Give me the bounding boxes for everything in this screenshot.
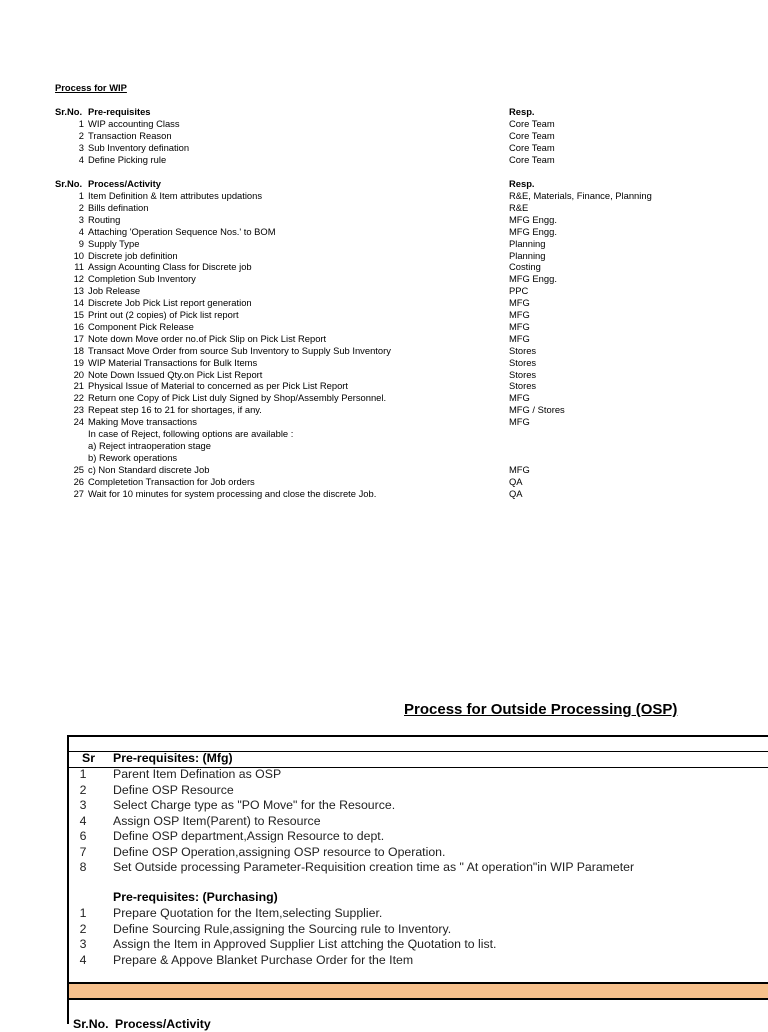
row-number: 3 [79,798,87,812]
row-number: 2 [78,201,84,213]
row-number: 21 [73,380,84,392]
row-text: b) Rework operations [88,451,178,463]
process-row [0,428,768,440]
osp-separator-band [67,984,768,1000]
row-number: 4 [78,154,84,165]
process-row [0,273,768,285]
row-number: 25 [73,463,84,475]
process-row [0,226,768,238]
process-row [0,464,768,476]
row-number: 27 [73,487,84,499]
row-number: 3 [79,937,87,951]
row-number: 19 [73,356,84,368]
row-resp: MFG Engg. [509,213,557,225]
osp-purch-row [0,921,768,937]
row-resp: MFG Engg. [509,273,557,285]
row-text: Define OSP Operation,assigning OSP resource to Operation. [113,844,446,859]
process-row [0,202,768,214]
row-resp: Core Team [509,142,555,153]
row-text: Prepare & Appove Blanket Purchase Order for the Item [113,952,414,967]
row-number: 22 [73,392,84,404]
row-text: Repeat step 16 to 21 for shortages, if any. [88,404,262,416]
sr-no-header: Sr.No. [55,106,83,117]
row-text: Return one Copy of Pick List duly Signed by Shop/Assembly Personnel. [88,392,387,404]
process-row [0,440,768,452]
row-text: WIP accounting Class [88,118,180,129]
resp-header: Resp. [509,106,535,117]
row-number: 24 [73,416,84,428]
row-resp: QA [509,487,523,499]
row-text: Item Definition & Item attributes updations [88,190,263,201]
osp-title: Process for Outside Processing (OSP) [404,701,678,718]
osp-process-activity-label: Process/Activity [115,1017,211,1031]
process-row [0,345,768,357]
process-row [0,309,768,321]
row-resp: MFG [509,332,530,344]
process-row [0,380,768,392]
row-resp: MFG [509,320,530,332]
row-number: 10 [73,249,84,261]
row-resp: Stores [509,344,537,356]
row-text: Print out (2 copies) of Pick list report [88,309,239,320]
row-number: 4 [78,225,84,237]
osp-mfg-row [0,813,768,829]
prereq-row [0,142,768,154]
row-text: Attaching 'Operation Sequence Nos.' to BOM [88,225,276,237]
row-text: Define OSP department,Assign Resource to dept. [113,829,385,843]
process-row [0,321,768,333]
row-text: Define OSP Resource [113,782,234,797]
osp-mfg-row [0,766,768,782]
row-resp: QA [509,475,523,487]
osp-process-header-row [67,1000,768,1031]
process-row [0,476,768,488]
row-resp: Stores [509,380,537,392]
row-resp: PPC [509,285,529,297]
osp-mfg-row [0,828,768,844]
row-resp: Core Team [509,118,555,129]
row-text: c) Non Standard discrete Job [88,463,210,475]
row-resp: MFG Engg. [509,225,557,237]
process-row [0,416,768,428]
process-row [0,404,768,416]
row-number: 9 [78,237,84,249]
row-text: Physical Issue of Material to concerned as per Pick List Report [88,380,349,392]
row-number: 2 [79,782,87,797]
row-text: WIP Material Transactions for Bulk Items [88,356,258,368]
row-text: Transact Move Order from source Sub Inventory to Supply Sub Inventory [88,344,391,356]
osp-mfg-row [0,797,768,813]
process-row [0,261,768,273]
osp-process-sr-label: Sr.No. [73,1017,109,1031]
process-row [0,488,768,500]
row-text: Note down Move order no.of Pick Slip on Pick List Report [88,332,327,344]
row-resp: MFG [509,416,530,428]
row-number: 18 [73,344,84,356]
row-text: Set Outside processing Parameter-Requisition creation time as " At operation"in WIP Parameter [113,860,635,874]
row-text: Bills defination [88,201,149,213]
row-resp: Planning [509,249,546,261]
row-resp: MFG [509,297,530,309]
row-number: 6 [79,829,87,843]
row-text: Assign OSP Item(Parent) to Resource [113,813,321,828]
row-number: 15 [73,309,84,320]
row-text: Routing [88,213,121,225]
row-text: Discrete job definition [88,249,178,261]
row-number: 8 [79,860,87,874]
row-resp: MFG [509,463,530,475]
row-text: Completion Sub Inventory [88,273,196,285]
row-number: 14 [73,297,84,309]
osp-mfg-row [0,859,768,875]
row-text: Wait for 10 minutes for system processing and close the discrete Job. [88,487,377,499]
row-resp: R&E, Materials, Finance, Planning [509,190,652,201]
prereq-row [0,154,768,166]
sr-no-header: Sr.No. [55,178,83,189]
row-number: 3 [78,142,84,153]
osp-purch-row [0,905,768,921]
process-row [0,238,768,250]
wip-title: Process for WIP [55,82,127,93]
row-number: 16 [73,320,84,332]
osp-purch-header-label: Pre-requisites: (Purchasing) [113,890,278,904]
wip-prereq-header [0,106,768,118]
row-number: 11 [74,261,84,273]
row-number: 1 [79,906,87,920]
row-text: Parent Item Defination as OSP [113,767,282,781]
prereq-row [0,118,768,130]
process-row [0,297,768,309]
row-number: 3 [78,213,84,225]
row-resp: MFG / Stores [509,404,565,416]
row-text: Completetion Transaction for Job orders [88,475,255,487]
row-number: 1 [78,118,84,129]
row-resp: Core Team [509,154,555,165]
osp-mfg-row [0,844,768,860]
row-text: Discrete Job Pick List report generation [88,297,252,309]
row-resp: R&E [509,201,529,213]
row-number: 12 [73,273,84,285]
row-text: Assign the Item in Approved Supplier List attching the Quotation to list. [113,937,497,951]
resp-header: Resp. [509,178,535,189]
process-row [0,285,768,297]
row-text: Transaction Reason [88,130,172,141]
row-text: Assign Acounting Class for Discrete job [88,261,252,273]
row-text: Define Sourcing Rule,assigning the Sourcing rule to Inventory. [113,921,452,936]
osp-mfg-row [0,782,768,798]
process-row [0,392,768,404]
osp-purch-row [0,936,768,952]
osp-purch-header [0,889,768,905]
row-number: 4 [79,813,87,828]
row-resp: Planning [509,237,546,249]
row-text: In case of Reject, following options are available : [88,428,294,439]
row-number: 17 [73,332,84,344]
row-text: a) Reject intraoperation stage [88,439,211,451]
row-text: Define Picking rule [88,154,167,165]
row-resp: Stores [509,356,537,368]
process-row [0,333,768,345]
row-resp: Costing [509,261,541,273]
row-number: 20 [73,368,84,380]
row-number: 13 [73,285,84,297]
row-text: Select Charge type as "PO Move" for the Resource. [113,798,396,812]
row-text: Note Down Issued Qty.on Pick List Report [88,368,263,380]
process-row [0,214,768,226]
osp-mfg-header-label: Pre-requisites: (Mfg) [113,751,233,765]
process-row [0,357,768,369]
prereq-header-label: Pre-requisites [88,106,151,117]
row-text: Making Move transactions [88,416,197,428]
row-number: 1 [79,767,87,781]
row-resp: Stores [509,368,537,380]
process-header-label: Process/Activity [88,178,161,189]
osp-sr-header: Sr [82,751,95,765]
row-number: 26 [73,475,84,487]
row-text: Prepare Quotation for the Item,selecting Supplier. [113,906,383,920]
row-resp: MFG [509,392,530,404]
osp-purch-row [0,952,768,968]
row-number: 4 [79,952,87,967]
row-text: Sub Inventory defination [88,142,190,153]
row-text: Supply Type [88,237,140,249]
prereq-row [0,130,768,142]
process-row [0,369,768,381]
row-number: 2 [78,130,84,141]
row-number: 7 [79,844,87,859]
wip-process-header [0,178,768,190]
row-number: 1 [78,190,84,201]
row-text: Component Pick Release [88,320,194,332]
process-row [0,250,768,262]
process-row [0,452,768,464]
row-number: 2 [79,921,87,936]
row-number: 23 [73,404,84,416]
osp-mfg-header [0,750,768,766]
process-row [0,190,768,202]
row-text: Job Release [88,285,141,297]
row-resp: MFG [509,309,530,320]
row-resp: Core Team [509,130,555,141]
